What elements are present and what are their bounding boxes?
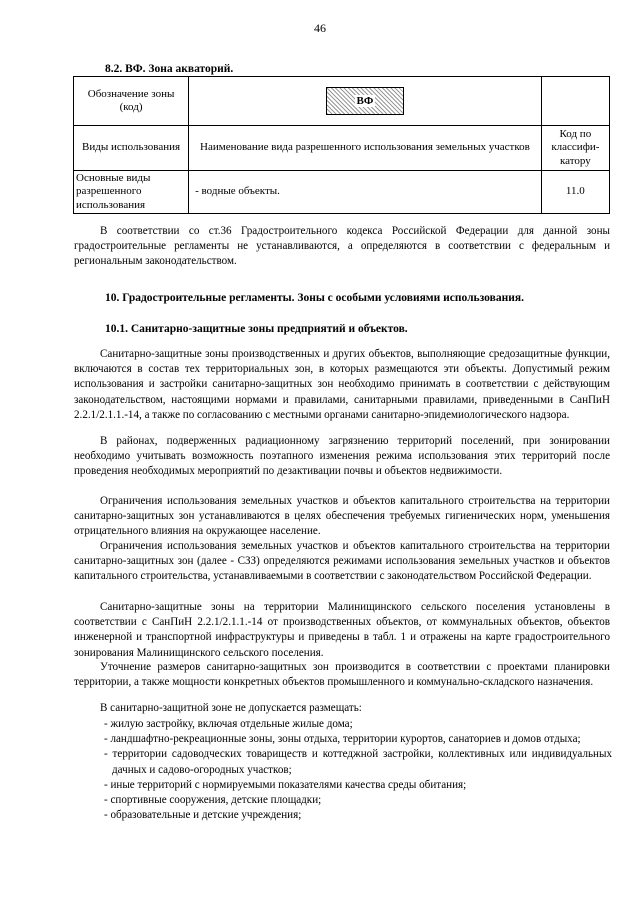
use-name-cell: - водные объекты. (189, 171, 542, 214)
list-item: - ландшафтно-рекреационные зоны, зоны отдыха, территории курортов, санаториев и домов отдыха; (104, 733, 581, 746)
list-item: - жилую застройку, включая отдельные жилые дома; (104, 718, 353, 730)
use-type-cell: Основные виды разрешенного использования (74, 171, 189, 214)
list-item: - спортивные сооружения, детские площадки; (104, 794, 322, 807)
paragraph: В районах, подверженных радиационному загрязнению территорий поселений, при зонировании необходимо учитывать возможность поэтапного изменения режима использования этих территорий после проведения необходимых мероприятий по дезактивации почвы и объектов недвижимости. (74, 435, 610, 478)
subsection-title-10-1: 10.1. Санитарно-защитные зоны предприятий и объектов. (105, 323, 408, 335)
column-header-use-name: Наименование вида разрешенного использования земельных участков (189, 126, 542, 171)
page-number: 46 (314, 21, 326, 35)
column-header-class-code: Код по классифи-катору (541, 126, 609, 171)
section-title-10: 10. Градостроительные регламенты. Зоны с особыми условиями использования. (105, 292, 524, 304)
list-item: - иные территорий с нормируемыми показателями качества среды обитания; (104, 778, 467, 791)
paragraph: Санитарно-защитные зоны на территории Малинищинского сельского поселения установлены в соответствии с СанПиН 2.2.1/2.1.1.-14 от производственных объектов, от коммунальных объектов, объектов инженерной и транспортной инфраструктуры и приведены в табл. 1 и отражены на карте градостроительного зонирования Малинищинского сельского поселения. (74, 601, 610, 659)
paragraph: Уточнение размеров санитарно-защитных зон производится в соответствии с проектами планировки территории, а также мощности конкретных объектов промышленного и коммунально-складского назначения. (74, 661, 610, 689)
column-header-use-type: Виды использования (74, 126, 189, 171)
table-row (74, 171, 610, 214)
section-title-8-2: 8.2. ВФ. Зона акваторий. (105, 63, 234, 75)
list-item: - территории садоводческих товариществ и коттеджной застройки, коллективных или индивидуальных дачных и садово-огородных участков; (104, 748, 612, 776)
zone-code-badge (326, 87, 404, 115)
zone-code: ВФ (356, 95, 374, 107)
zone-code-label: Обозначение зоны (код) (74, 77, 189, 126)
prohibited-list (104, 717, 612, 823)
paragraph: Санитарно-защитные зоны производственных и других объектов, выполняющие средозащитные функции, включаются в состав тех территориальных зон, в которых размещаются эти объекты. Допустимый режим использования и застройки санитарно-защитных зон необходимо принимать в соответствии с действующим законодательством, настоящими нормами и правилами, санитарными правилами, приведенными в СанПиН 2.2.1/2.1.1.-14, а также по согласованию с местными органами санитарно-эпидемиологического надзора. (74, 348, 610, 421)
table-row (74, 77, 610, 126)
paragraph: В санитарно-защитной зоне не допускается размещать: (100, 702, 362, 714)
table-header-row (74, 126, 610, 171)
list-item: - образовательные и детские учреждения; (104, 809, 302, 822)
zone-table (73, 76, 610, 214)
paragraph: Ограничения использования земельных участков и объектов капитального строительства на территории санитарно-защитных зон (далее - СЗЗ) определяются режимами использования земельных участков и объектов капитального строительства, устанавливаемыми в соответствии с законодательством Российской Федерации. (74, 540, 610, 583)
class-code-cell: 11.0 (541, 171, 609, 214)
paragraph: Ограничения использования земельных участков и объектов капитального строительства на территории санитарно-защитных зон устанавливаются в целях обеспечения требуемых гигиенических норм, уменьшения отрицательного влияния на окружающее население. (74, 495, 610, 538)
zone-code-cell (189, 77, 542, 126)
empty-cell (541, 77, 609, 126)
section-8-2-note: В соответствии со ст.36 Градостроительного кодекса Российской Федерации для данной зоны градостроительные регламенты не устанавливаются, а определяются в соответствии с федеральным и региональным законодательством. (74, 225, 610, 268)
